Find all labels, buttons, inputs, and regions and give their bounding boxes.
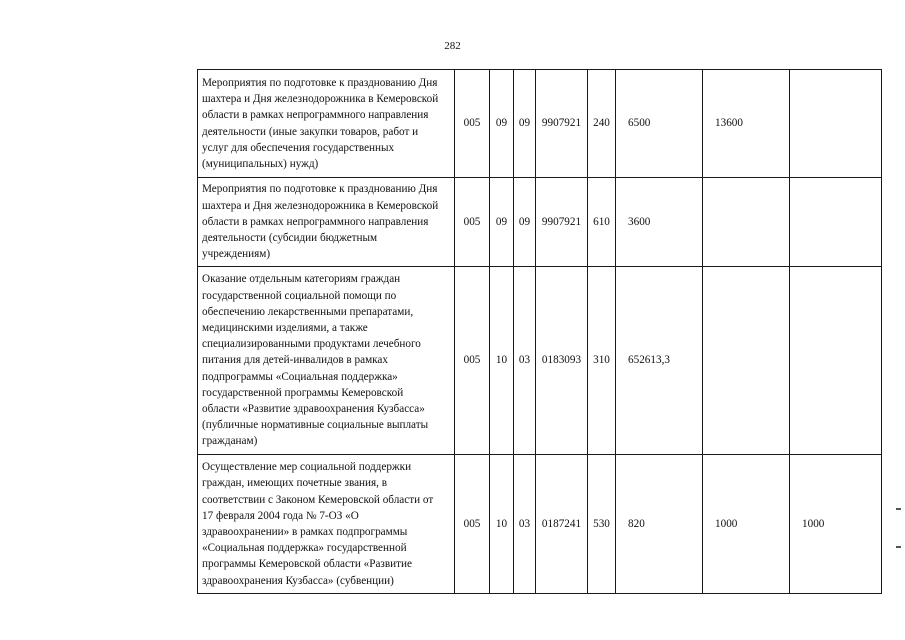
description-line: области в рамках непрограммного направления xyxy=(202,215,429,228)
description-line: питания для детей-инвалидов в рамках xyxy=(202,354,388,367)
description-cell xyxy=(198,267,455,455)
amount-year-1-cell: 820 xyxy=(616,455,703,594)
amount-year-3-cell: 1000 xyxy=(790,455,882,594)
ministry-code-cell: 005 xyxy=(455,455,490,594)
table-row xyxy=(198,267,882,455)
description-line: услуг для обеспечения государственных xyxy=(202,141,395,154)
expense-type-cell: 240 xyxy=(588,70,616,178)
subsection-code-cell: 03 xyxy=(514,455,536,594)
table-body xyxy=(198,70,882,594)
budget-table xyxy=(197,69,882,594)
ministry-code-cell: 005 xyxy=(455,178,490,267)
description-cell xyxy=(198,70,455,178)
amount-year-3-cell xyxy=(790,267,882,455)
margin-mark xyxy=(896,508,901,510)
target-article-cell: 0187241 xyxy=(536,455,588,594)
description-line: Мероприятия по подготовке к празднованию Дня xyxy=(202,183,438,196)
description-line: специализированными продуктами лечебного xyxy=(202,338,421,351)
description-line: государственной социальной помощи по xyxy=(202,289,397,302)
margin-mark xyxy=(896,546,901,548)
page-number: 282 xyxy=(444,40,461,52)
description-line: государственной программы Кемеровской xyxy=(202,386,404,399)
description-line: здравоохранении» в рамках подпрограммы xyxy=(202,526,408,538)
target-article-cell: 9907921 xyxy=(536,70,588,178)
description-line: (публичные нормативные социальные выплаты xyxy=(202,419,429,432)
amount-year-1-cell: 3600 xyxy=(616,178,703,267)
amount-year-2-cell: 13600 xyxy=(703,70,790,178)
description-line: учреждениям) xyxy=(202,248,271,261)
target-article-cell: 0183093 xyxy=(536,267,588,455)
description-line: деятельности (иные закупки товаров, работ и xyxy=(202,125,419,138)
subsection-code-cell: 09 xyxy=(514,70,536,178)
expense-type-cell: 610 xyxy=(588,178,616,267)
amount-year-1-cell: 652613,3 xyxy=(616,267,703,455)
description-line: области в рамках непрограммного направления xyxy=(202,109,429,122)
expense-type-cell: 530 xyxy=(588,455,616,594)
amount-year-3-cell xyxy=(790,178,882,267)
description-line: 17 февраля 2004 года № 7-ОЗ «О xyxy=(202,509,359,522)
section-code-cell: 09 xyxy=(490,178,514,267)
description-line: шахтера и Дня железнодорожника в Кемеровской xyxy=(202,93,439,106)
description-line: области «Развитие здравоохранения Кузбасса» xyxy=(202,403,425,415)
subsection-code-cell: 09 xyxy=(514,178,536,267)
description-line: гражданам) xyxy=(202,435,258,448)
description-cell xyxy=(198,178,455,267)
table-row xyxy=(198,178,882,267)
description-line: «Социальная поддержка» государственной xyxy=(202,542,407,555)
amount-year-1-cell: 6500 xyxy=(616,70,703,178)
description-line: обеспечению лекарственными препаратами, xyxy=(202,305,414,318)
amount-year-2-cell: 1000 xyxy=(703,455,790,594)
description-line: (муниципальных) нужд) xyxy=(202,157,319,170)
description-line: программы Кемеровской области «Развитие xyxy=(202,558,412,571)
section-code-cell: 10 xyxy=(490,267,514,455)
description-line: Мероприятия по подготовке к празднованию Дня xyxy=(202,76,438,89)
description-line: Оказание отдельным категориям граждан xyxy=(202,273,401,286)
description-cell xyxy=(198,455,455,594)
description-line: подпрограммы «Социальная поддержка» xyxy=(202,370,398,383)
target-article-cell: 9907921 xyxy=(536,178,588,267)
table-row xyxy=(198,455,882,594)
description-line: соответствии с Законом Кемеровской области от xyxy=(202,493,434,506)
description-line: граждан, имеющих почетные звания, в xyxy=(202,477,388,490)
amount-year-3-cell xyxy=(790,70,882,178)
ministry-code-cell: 005 xyxy=(455,267,490,455)
table-row xyxy=(198,70,882,178)
section-code-cell: 10 xyxy=(490,455,514,594)
subsection-code-cell: 03 xyxy=(514,267,536,455)
description-line: медицинскими изделиями, а также xyxy=(202,321,368,334)
description-line: деятельности (субсидии бюджетным xyxy=(202,232,378,245)
description-line: шахтера и Дня железнодорожника в Кемеровской xyxy=(202,199,439,212)
description-line: Осуществление мер социальной поддержки xyxy=(202,461,412,474)
expense-type-cell: 310 xyxy=(588,267,616,455)
amount-year-2-cell xyxy=(703,267,790,455)
description-line: здравоохранения Кузбасса» (субвенции) xyxy=(202,574,394,587)
ministry-code-cell: 005 xyxy=(455,70,490,178)
section-code-cell: 09 xyxy=(490,70,514,178)
amount-year-2-cell xyxy=(703,178,790,267)
